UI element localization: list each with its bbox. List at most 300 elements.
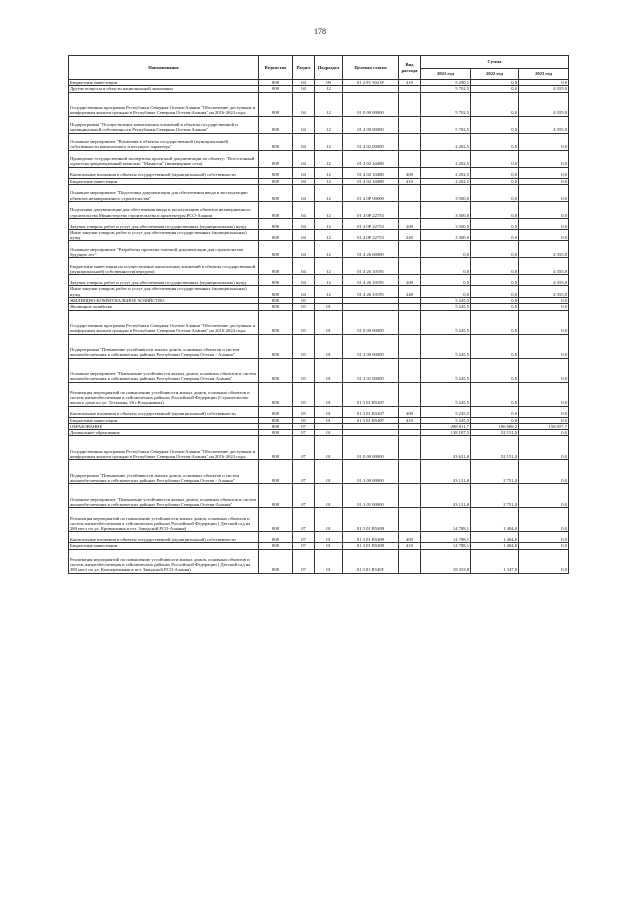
row-target-item: 01 4 02 00000: [343, 133, 399, 150]
row-expense-type: [399, 508, 421, 532]
row-sum-2022: 1 347,0: [471, 549, 519, 573]
row-expense-type: [399, 92, 421, 116]
row-expense-type: [399, 258, 421, 275]
row-sum-2022: 0,0: [471, 275, 519, 286]
row-sum-2023: 4 355,0: [519, 86, 569, 92]
row-section: 05: [293, 417, 315, 423]
row-sum-2021: 33 121,8: [421, 484, 471, 508]
row-section: 04: [293, 178, 315, 184]
row-subsection: 01: [315, 549, 343, 573]
row-section: 04: [293, 286, 315, 298]
row-sum-2021: 3 500,0: [421, 201, 471, 218]
row-name: Закупка товаров, работ и услуг для обеспечения государственных (муниципальных) нужд: [69, 218, 259, 229]
table-row: [69, 241, 569, 258]
row-sum-2021: 0,0: [421, 275, 471, 286]
row-section: 04: [293, 116, 315, 133]
table-row: [69, 382, 569, 406]
table-row: [69, 258, 569, 275]
row-sum-2022: 0,0: [471, 92, 519, 116]
header-section: Раздел: [293, 56, 315, 80]
row-sum-2023: 4 355,0: [519, 241, 569, 258]
row-section: 04: [293, 275, 315, 286]
row-sum-2021: 2 202,5: [421, 178, 471, 184]
row-target-item: 01 3 01 R5409: [343, 532, 399, 543]
row-sum-2022: 0,0: [471, 86, 519, 92]
row-sum-2021: 288 811,7: [421, 423, 471, 429]
row-department: 808: [259, 417, 293, 423]
row-department: 808: [259, 532, 293, 543]
row-subsection: 01: [315, 508, 343, 532]
row-sum-2021: 5 245,5: [421, 310, 471, 334]
row-name: Основное мероприятие "Подготовка документации для обеспечения ввода в эксплуатацию объектов незавершенного строительства": [69, 184, 259, 201]
table-row: [69, 532, 569, 543]
row-department: 808: [259, 543, 293, 549]
row-target-item: 01 3 01 R540Г: [343, 549, 399, 573]
row-sum-2022: 0,0: [471, 382, 519, 406]
row-sum-2023: 4 355,0: [519, 116, 569, 133]
row-sum-2023: 0,0: [519, 218, 569, 229]
row-subsection: 01: [315, 304, 343, 310]
row-target-item: 01 3 00 00000: [343, 460, 399, 484]
row-sum-2022: 0,0: [471, 241, 519, 258]
row-sum-2022: 1 404,0: [471, 543, 519, 549]
row-subsection: 01: [315, 436, 343, 460]
row-sum-2021: 18 333,8: [421, 549, 471, 573]
row-sum-2021: 2 202,5: [421, 133, 471, 150]
row-expense-type: [399, 484, 421, 508]
row-target-item: 01 0 00 00000: [343, 310, 399, 334]
row-section: 04: [293, 167, 315, 178]
row-expense-type: 400: [399, 167, 421, 178]
row-sum-2022: 106 088,2: [471, 423, 519, 429]
row-subsection: 01: [315, 543, 343, 549]
row-subsection: 01: [315, 310, 343, 334]
row-department: 808: [259, 508, 293, 532]
row-section: 05: [293, 297, 315, 303]
row-name: Подпрограмма "Осуществление капитальных вложений в объекты государственной и муниципальной собственности Республики Северная Осетия-Алания": [69, 116, 259, 133]
row-sum-2021: 0,0: [421, 258, 471, 275]
row-sum-2023: 0,0: [519, 484, 569, 508]
row-sum-2022: 0,0: [471, 133, 519, 150]
row-department: 808: [259, 184, 293, 201]
row-sum-2021: 5 290,1: [421, 80, 471, 86]
row-expense-type: [399, 460, 421, 484]
table-row: [69, 229, 569, 241]
row-section: 04: [293, 229, 315, 241]
row-target-item: 01 4 26 10195: [343, 286, 399, 298]
row-target-item: 01 4 26 10195: [343, 258, 399, 275]
row-subsection: 12: [315, 116, 343, 133]
row-department: 808: [259, 549, 293, 573]
row-expense-type: [399, 334, 421, 358]
row-target-item: 01 4 0Р 22753: [343, 201, 399, 218]
table-row: [69, 133, 569, 150]
row-name: Подготовка документации для обеспечения ввода в эксплуатацию объектов незавершенного строительства Министерства строительства и архитектуры РСО-Алания: [69, 201, 259, 218]
row-sum-2022: 0,0: [471, 201, 519, 218]
row-subsection: 12: [315, 229, 343, 241]
row-subsection: 12: [315, 258, 343, 275]
row-department: 808: [259, 297, 293, 303]
row-department: 808: [259, 92, 293, 116]
row-target-item: 01 3 01 R5409: [343, 508, 399, 532]
table-row: [69, 218, 569, 229]
header-year-2022: 2022 год: [471, 69, 519, 80]
row-sum-2021: 14 788,1: [421, 532, 471, 543]
row-expense-type: [399, 549, 421, 573]
row-sum-2021: 5 245,5: [421, 417, 471, 423]
row-sum-2021: 5 245,5: [421, 297, 471, 303]
page-number: 178: [314, 27, 326, 36]
row-department: 808: [259, 382, 293, 406]
row-sum-2023: 0,0: [519, 304, 569, 310]
table-row: [69, 201, 569, 218]
row-sum-2023: 0,0: [519, 532, 569, 543]
row-department: 808: [259, 86, 293, 92]
row-name: Капитальные вложения в объекты государственной (муниципальной) собственности: [69, 406, 259, 417]
row-sum-2021: 138 187,5: [421, 430, 471, 436]
row-target-item: 01 3 01 R5407: [343, 382, 399, 406]
table-row: [69, 436, 569, 460]
row-sum-2022: 0,0: [471, 184, 519, 201]
row-section: 05: [293, 334, 315, 358]
row-expense-type: [399, 310, 421, 334]
row-department: 808: [259, 304, 293, 310]
row-target-item: 01 0 00 00000: [343, 92, 399, 116]
table-row: [69, 334, 569, 358]
row-name: Проведение государственной экспертизы проектной документации по объекту: "Всесезонный туристско-рекреационный комплекс "Мамисон" (инженерные сети): [69, 150, 259, 167]
row-sum-2021: 0,0: [421, 286, 471, 298]
row-sum-2022: 0,0: [471, 406, 519, 417]
row-target-item: 01 4 02 10488: [343, 178, 399, 184]
header-year-2021: 2021 год: [421, 69, 471, 80]
row-name: Реализация мероприятий по повышению устойчивости жилых домов, основных объектов и систем жизнеобеспечения в сейсмических районах Российской Федерации ( Детский сад на 280 мест по ул. Кооперативная в пгт. Заводской РСО-Алания): [69, 549, 259, 573]
row-name: Иные закупки товаров, работ и услуг для обеспечения государственных (муниципальных) нужд: [69, 286, 259, 298]
row-sum-2021: 5 702,5: [421, 116, 471, 133]
row-sum-2023: 0,0: [519, 460, 569, 484]
row-section: 04: [293, 80, 315, 86]
budget-table: [68, 55, 569, 574]
row-name: Жилищное хозяйство: [69, 304, 259, 310]
row-name: Другие вопросы в области национальной экономики: [69, 86, 259, 92]
row-target-item: 01 2 F1 5021F: [343, 80, 399, 86]
row-sum-2022: 2 751,0: [471, 460, 519, 484]
row-section: 07: [293, 436, 315, 460]
row-subsection: 01: [315, 334, 343, 358]
row-target-item: 01 3 01 R5407: [343, 406, 399, 417]
table-row: [69, 460, 569, 484]
header-subsection: Подраздел: [315, 56, 343, 80]
row-name: Государственная программа Республики Северная Осетия-Алания "Обеспечение доступным и комфортным жильем граждан в Республике Северная Осетия-Алания" на 2016-2024 годы: [69, 92, 259, 116]
row-section: 04: [293, 150, 315, 167]
row-name: Капитальные вложения в объекты государственной (муниципальной) собственности: [69, 167, 259, 178]
row-sum-2021: 5 245,5: [421, 334, 471, 358]
row-name: Подпрограмма "Повышение устойчивости жилых домов, основных объектов и систем жизнеобеспечения в сейсмических районах Республики Северная Осетия - Алания": [69, 334, 259, 358]
row-sum-2022: 1 404,0: [471, 532, 519, 543]
row-sum-2021: 5 245,5: [421, 304, 471, 310]
row-sum-2023: 4 355,0: [519, 286, 569, 298]
row-subsection: 01: [315, 430, 343, 436]
row-department: 808: [259, 241, 293, 258]
row-subsection: 12: [315, 241, 343, 258]
row-name: Основное мероприятие "Повышение устойчивости жилых домов, основных объектов и систем жизнеобеспечения в сейсмических районах Республики Северная Осетия-Алания": [69, 484, 259, 508]
row-section: 07: [293, 532, 315, 543]
row-sum-2022: 0,0: [471, 304, 519, 310]
row-name: Бюджетные инвестиции: [69, 543, 259, 549]
table-row: [69, 549, 569, 573]
row-target-item: 01 4 02 10488: [343, 167, 399, 178]
row-sum-2023: 0,0: [519, 436, 569, 460]
row-sum-2021: 2 202,5: [421, 150, 471, 167]
row-sum-2022: 0,0: [471, 310, 519, 334]
row-subsection: 12: [315, 201, 343, 218]
header-department: Ведомство: [259, 56, 293, 80]
table-row: [69, 508, 569, 532]
row-section: 04: [293, 86, 315, 92]
row-department: 808: [259, 275, 293, 286]
row-target-item: 01 3 01 00000: [343, 358, 399, 382]
row-sum-2022: 0,0: [471, 258, 519, 275]
row-expense-type: 200: [399, 218, 421, 229]
row-name: ЖИЛИЩНО-КОММУНАЛЬНОЕ ХОЗЯЙСТВО: [69, 297, 259, 303]
row-sum-2022: 0,0: [471, 286, 519, 298]
row-sum-2023: 0,0: [519, 178, 569, 184]
table-row: [69, 484, 569, 508]
row-name: Государственная программа Республики Северная Осетия-Алания "Обеспечение доступным и комфортным жильем граждан в Республике Северная Осетия-Алания" на 2016-2024 годы: [69, 436, 259, 460]
row-section: 05: [293, 406, 315, 417]
row-subsection: 12: [315, 275, 343, 286]
row-sum-2023: 0,0: [519, 549, 569, 573]
row-sum-2021: 5 245,5: [421, 382, 471, 406]
row-department: 808: [259, 358, 293, 382]
row-sum-2023: 0,0: [519, 508, 569, 532]
row-expense-type: [399, 436, 421, 460]
row-department: 808: [259, 286, 293, 298]
row-section: 04: [293, 258, 315, 275]
row-expense-type: 410: [399, 178, 421, 184]
row-section: 04: [293, 218, 315, 229]
row-department: 808: [259, 484, 293, 508]
row-department: 808: [259, 334, 293, 358]
row-expense-type: 400: [399, 406, 421, 417]
row-section: 05: [293, 310, 315, 334]
header-expense-type: Вид расхода: [399, 56, 421, 80]
row-section: 07: [293, 549, 315, 573]
row-subsection: 12: [315, 286, 343, 298]
row-target-item: 01 3 01 R5409: [343, 543, 399, 549]
row-department: 808: [259, 423, 293, 429]
row-target-item: 01 4 02 10488: [343, 150, 399, 167]
row-sum-2021: 5 245,5: [421, 406, 471, 417]
row-sum-2023: 0,0: [519, 229, 569, 241]
row-section: 07: [293, 484, 315, 508]
row-expense-type: 410: [399, 543, 421, 549]
row-subsection: 01: [315, 460, 343, 484]
row-department: 808: [259, 201, 293, 218]
row-name: Подпрограмма "Повышение устойчивости жилых домов, основных объектов и систем жизнеобеспечения в сейсмических районах Республики Северная Осетия - Алания": [69, 460, 259, 484]
row-subsection: 12: [315, 92, 343, 116]
row-sum-2022: 0,0: [471, 150, 519, 167]
row-sum-2023: 0,0: [519, 167, 569, 178]
row-department: 808: [259, 436, 293, 460]
row-subsection: 12: [315, 178, 343, 184]
row-section: 04: [293, 184, 315, 201]
row-name: Дошкольное образование: [69, 430, 259, 436]
row-target-item: 01 3 00 00000: [343, 334, 399, 358]
row-sum-2021: 33 121,8: [421, 460, 471, 484]
row-sum-2022: 0,0: [471, 229, 519, 241]
row-subsection: 12: [315, 86, 343, 92]
row-sum-2023: 0,0: [519, 406, 569, 417]
row-sum-2022: 0,0: [471, 334, 519, 358]
row-expense-type: 410: [399, 80, 421, 86]
row-sum-2022: 0,0: [471, 417, 519, 423]
row-subsection: 12: [315, 150, 343, 167]
row-sum-2022: 0,0: [471, 116, 519, 133]
row-sum-2021: 3 500,0: [421, 184, 471, 201]
row-subsection: 12: [315, 167, 343, 178]
row-sum-2022: 0,0: [471, 218, 519, 229]
table-row: [69, 92, 569, 116]
row-department: 808: [259, 150, 293, 167]
row-name: Капитальные вложения в объекты государственной (муниципальной) собственности: [69, 532, 259, 543]
row-sum-2023: 0,0: [519, 334, 569, 358]
row-name: Бюджетные инвестиции: [69, 417, 259, 423]
table-row: [69, 116, 569, 133]
row-sum-2021: 14 788,1: [421, 543, 471, 549]
row-department: 808: [259, 229, 293, 241]
table-row: [69, 310, 569, 334]
row-sum-2021: 0,0: [421, 241, 471, 258]
row-sum-2021: 33 621,8: [421, 436, 471, 460]
row-subsection: 01: [315, 484, 343, 508]
row-sum-2021: 2 202,5: [421, 167, 471, 178]
row-expense-type: 400: [399, 532, 421, 543]
row-target-item: 01 3 01 R5407: [343, 417, 399, 423]
row-section: 07: [293, 508, 315, 532]
row-sum-2023: 4 355,0: [519, 92, 569, 116]
row-sum-2021: 14 788,1: [421, 508, 471, 532]
row-expense-type: [399, 382, 421, 406]
row-expense-type: [399, 184, 421, 201]
row-target-item: 01 4 26 00000: [343, 241, 399, 258]
row-name: Иные закупки товаров, работ и услуг для обеспечения государственных (муниципальных) нужд: [69, 229, 259, 241]
row-subsection: 01: [315, 358, 343, 382]
row-sum-2023: 4 355,0: [519, 275, 569, 286]
row-section: 07: [293, 460, 315, 484]
row-target-item: 01 0 00 00000: [343, 436, 399, 460]
row-name: Закупка товаров, работ и услуг для обеспечения государственных (муниципальных) нужд: [69, 275, 259, 286]
row-department: 808: [259, 116, 293, 133]
table-row: [69, 406, 569, 417]
row-expense-type: 200: [399, 275, 421, 286]
table-body: [69, 80, 569, 574]
header-year-2023: 2023 год: [519, 69, 569, 80]
row-section: 05: [293, 382, 315, 406]
row-section: 04: [293, 92, 315, 116]
row-sum-2021: 5 702,5: [421, 92, 471, 116]
row-sum-2022: 52 151,0: [471, 436, 519, 460]
row-subsection: 12: [315, 218, 343, 229]
row-name: Бюджетные инвестиции: [69, 178, 259, 184]
row-expense-type: 410: [399, 417, 421, 423]
row-department: 808: [259, 460, 293, 484]
row-section: 05: [293, 358, 315, 382]
row-sum-2023: 0,0: [519, 358, 569, 382]
row-department: 808: [259, 167, 293, 178]
row-sum-2022: 52 151,0: [471, 430, 519, 436]
row-sum-2021: 5 245,5: [421, 358, 471, 382]
row-department: 808: [259, 258, 293, 275]
row-target-item: 01 4 0Р 00000: [343, 184, 399, 201]
row-sum-2023: 0,0: [519, 382, 569, 406]
header-target-item: Целевая статья: [343, 56, 399, 80]
row-department: 808: [259, 406, 293, 417]
row-expense-type: [399, 201, 421, 218]
row-department: 808: [259, 178, 293, 184]
row-subsection: 01: [315, 417, 343, 423]
row-department: 808: [259, 310, 293, 334]
row-expense-type: [399, 150, 421, 167]
row-sum-2022: 2 751,0: [471, 484, 519, 508]
row-name: Основное мероприятие "Разработка проектно-сметной документации для строительства будущих лет": [69, 241, 259, 258]
row-name: Реализация мероприятий по повышению устойчивости жилых домов, основных объектов и систем жизнеобеспечения в сейсмических районах Российской Федерации (Строительство жилого дома по ул. Тельмана, 26 г.Владикавказ): [69, 382, 259, 406]
row-name: ОБРАЗОВАНИЕ: [69, 423, 259, 429]
table-row: [69, 150, 569, 167]
row-expense-type: [399, 241, 421, 258]
table-row: [69, 275, 569, 286]
row-section: 05: [293, 304, 315, 310]
header-name: Наименование: [69, 56, 259, 80]
row-sum-2023: 0,0: [519, 297, 569, 303]
table-row: [69, 286, 569, 298]
row-target-item: 01 4 26 10195: [343, 275, 399, 286]
row-department: 808: [259, 133, 293, 150]
row-sum-2022: 0,0: [471, 167, 519, 178]
row-name: Реализация мероприятий по повышению устойчивости жилых домов, основных объектов и систем жизнеобеспечения в сейсмических районах Российской Федерации ( Детский сад на 280 мест по ул. Кривошеина в пгт. Заводской РСО-Алания): [69, 508, 259, 532]
row-department: 808: [259, 430, 293, 436]
row-expense-type: [399, 116, 421, 133]
row-department: 808: [259, 218, 293, 229]
row-sum-2021: 3 500,0: [421, 229, 471, 241]
row-name: Бюджетные инвестиции: [69, 80, 259, 86]
row-sum-2023: 0,0: [519, 133, 569, 150]
row-subsection: 09: [315, 80, 343, 86]
row-expense-type: [399, 133, 421, 150]
row-sum-2023: 0,0: [519, 310, 569, 334]
row-subsection: 01: [315, 406, 343, 417]
row-department: 808: [259, 80, 293, 86]
row-subsection: 01: [315, 532, 343, 543]
row-expense-type: 240: [399, 286, 421, 298]
row-subsection: 01: [315, 382, 343, 406]
row-sum-2023: 0,0: [519, 201, 569, 218]
row-section: 07: [293, 430, 315, 436]
row-target-item: 01 3 01 00000: [343, 484, 399, 508]
row-sum-2023: 0,0: [519, 150, 569, 167]
row-sum-2022: 0,0: [471, 297, 519, 303]
header-sum: Сумма: [421, 56, 569, 69]
table-row: [69, 358, 569, 382]
row-section: 04: [293, 133, 315, 150]
row-name: Государственная программа Республики Северная Осетия-Алания "Обеспечение доступным и комфортным жильем граждан в Республике Северная Осетия-Алания" на 2016-2024 годы: [69, 310, 259, 334]
row-sum-2021: 3 500,0: [421, 218, 471, 229]
row-sum-2023: 0,0: [519, 543, 569, 549]
row-section: 04: [293, 201, 315, 218]
table-row: [69, 167, 569, 178]
row-sum-2023: 0,0: [519, 430, 569, 436]
row-sum-2022: 0,0: [471, 178, 519, 184]
row-name: Бюджетные инвестиции на осуществление капитальных вложений в объекты государственной (муниципальной) собственности(передача): [69, 258, 259, 275]
